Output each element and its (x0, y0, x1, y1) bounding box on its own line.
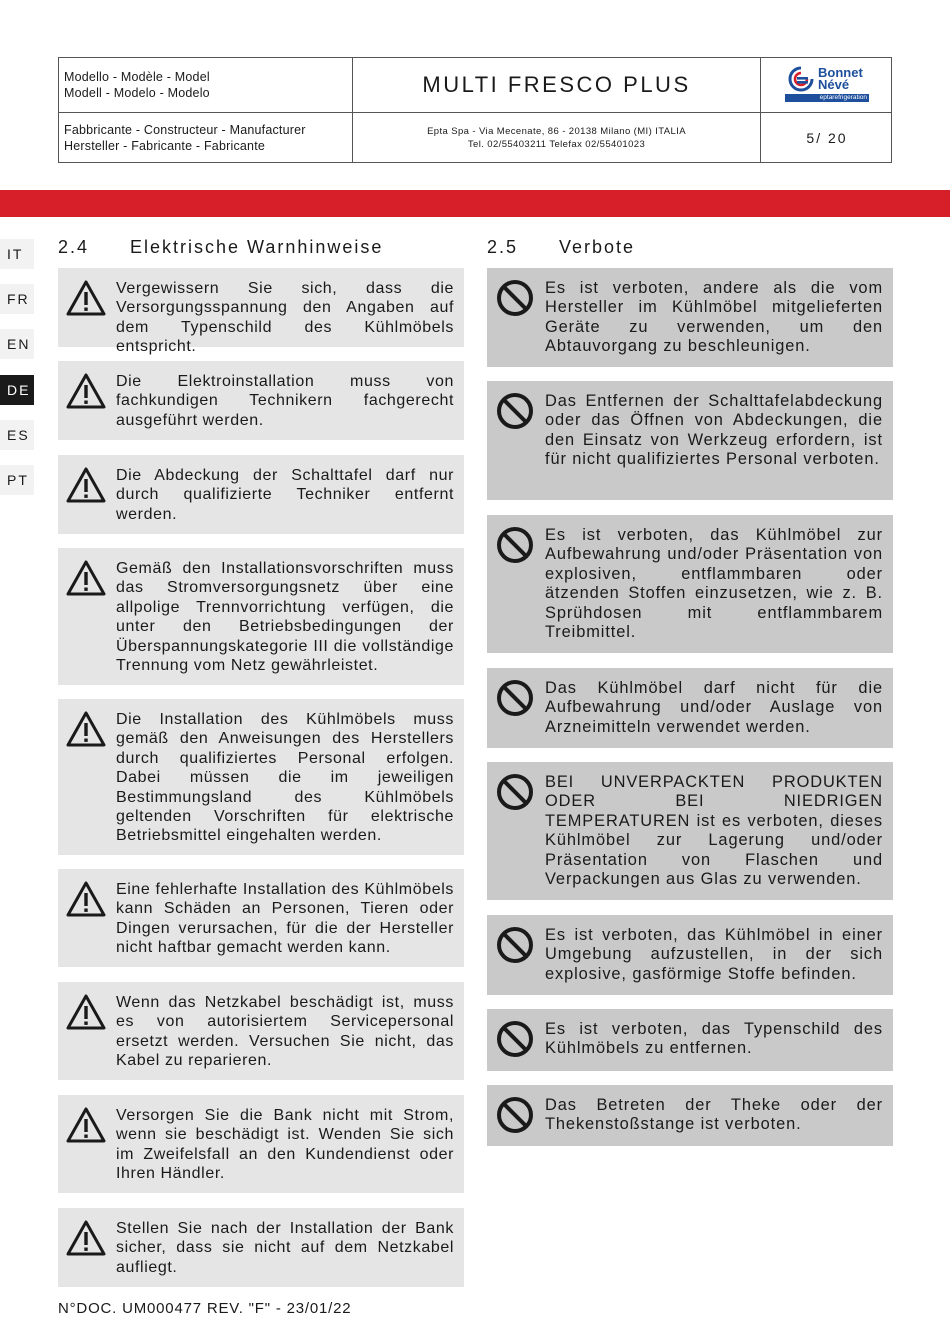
warning-text: Die Abdeckung der Schalttafel darf nur durch qualifizierte Techniker entfernt werden. (116, 467, 454, 523)
prohibition-text: Das Betreten der Theke oder der Thekenstoßstange ist verboten. (545, 1096, 883, 1134)
warning-text: Stellen Sie nach der Installation der Bank sicher, dass sie nicht auf dem Netzkabel aufliegt. (116, 1220, 454, 1276)
warning-box (58, 1208, 464, 1287)
prohibition-icon (495, 392, 535, 430)
warning-triangle-icon (66, 372, 106, 410)
lang-tab-label: DE (7, 382, 31, 398)
lang-tab-it[interactable] (0, 239, 34, 269)
manufacturer-label-line1: Fabbricante - Constructeur - Manufacturer (64, 123, 306, 137)
header-row-model (59, 58, 891, 113)
section-number: 2.4 (58, 237, 90, 257)
warning-triangle-icon (66, 880, 106, 918)
warning-box (58, 361, 464, 440)
warning-box (58, 699, 464, 855)
page-number-cell (761, 113, 893, 163)
warning-triangle-icon (66, 993, 106, 1031)
model-name: MULTI FRESCO PLUS (422, 72, 691, 97)
lang-tab-label: IT (7, 246, 24, 262)
model-label-line2: Modell - Modelo - Modelo (64, 86, 210, 100)
manufacturer-contact: Tel. 02/55403211 Telefax 02/55401023 (467, 139, 646, 150)
logo-tagline: eptarefrigeration (785, 94, 869, 102)
section-title: Verbote (559, 237, 636, 257)
warning-text: Wenn das Netzkabel beschädigt ist, muss es von autorisiertem Servicepersonal ersetzt werden. Versuchen Sie nicht, das Kabel zu reparieren. (116, 994, 454, 1070)
manufacturer-info-cell (353, 113, 761, 163)
prohibition-box (487, 1085, 893, 1146)
lang-tab-de[interactable] (0, 375, 34, 405)
prohibition-text: Es ist verboten, andere als die vom Hersteller im Kühlmöbel mitgelieferten Geräte zu verwenden, um den Abtauvorgang zu beschleunigen. (545, 279, 883, 356)
warning-triangle-icon (66, 279, 106, 317)
prohibition-box (487, 381, 893, 500)
prohibition-icon (495, 1020, 535, 1058)
warning-box (58, 455, 464, 534)
logo-cell (761, 58, 893, 112)
prohibition-text: Es ist verboten, das Typenschild des Kühlmöbels zu entfernen. (545, 1020, 883, 1058)
manufacturer-address: Epta Spa - Via Mecenate, 86 - 20138 Milano (MI) ITALIA (427, 126, 686, 137)
prohibition-box (487, 915, 893, 995)
warning-text: Die Installation des Kühlmöbels muss gemäß den Anweisungen des Herstellers durch qualifiziertes Personal erfolgen. Dabei müssen die im jeweiligen Bestimmungsland des Kühlmöbels geltenden Vorschriften für elektrische Betriebsmittel eingehalten werden. (116, 711, 454, 845)
prohibition-icon (495, 1096, 535, 1134)
lang-tab-label: EN (7, 336, 31, 352)
prohibition-icon (495, 679, 535, 717)
warning-triangle-icon (66, 466, 106, 504)
section-title: Elektrische Warnhinweise (130, 237, 384, 257)
lang-tab-label: FR (7, 291, 30, 307)
warning-box (58, 548, 464, 685)
lang-tab-fr[interactable] (0, 284, 34, 314)
prohibition-icon (495, 279, 535, 317)
warning-triangle-icon (66, 559, 106, 597)
red-band-divider (0, 190, 950, 217)
warning-triangle-icon (66, 1106, 106, 1144)
warning-text: Eine fehlerhafte Installation des Kühlmöbels kann Schäden an Personen, Tieren oder Dingen verursachen, für die der Hersteller nicht haftbar gemacht werden kann. (116, 881, 454, 957)
prohibition-box (487, 762, 893, 900)
model-label-cell (59, 58, 353, 112)
section-number: 2.5 (487, 237, 519, 257)
prohibition-text: Das Kühlmöbel darf nicht für die Aufbewahrung und/oder Auslage von Arzneimitteln verwendet werden. (545, 679, 883, 736)
warning-triangle-icon (66, 1219, 106, 1257)
warning-text: Die Elektroinstallation muss von fachkundigen Technikern fachgerecht ausgeführt werden. (116, 373, 454, 429)
warning-text: Vergewissern Sie sich, dass die Versorgungsspannung den Angaben auf dem Typenschild des Kühlmöbels entspricht. (116, 280, 454, 356)
lang-tab-label: ES (7, 427, 30, 443)
manufacturer-label-line2: Hersteller - Fabricante - Fabricante (64, 139, 266, 153)
document-reference: N°DOC. UM000477 REV. "F" - 23/01/22 (58, 1300, 352, 1317)
prohibition-box (487, 668, 893, 748)
prohibition-box (487, 515, 893, 653)
lang-tab-pt[interactable] (0, 465, 34, 495)
document-header (58, 57, 892, 163)
manufacturer-label-cell (59, 113, 353, 163)
prohibition-text: Das Entfernen der Schalttafelabdeckung oder das Öffnen von Abdeckungen, die den Einsatz von Werkzeug erfordern, ist für nicht qualifiziertes Personal verboten. (545, 392, 883, 469)
warning-box (58, 1095, 464, 1193)
prohibition-icon (495, 526, 535, 564)
warning-box (58, 268, 464, 356)
logo-mark-icon (785, 65, 817, 93)
prohibition-text: BEI UNVERPACKTEN PRODUKTEN ODER BEI NIEDRIGEN TEMPERATUREN ist es verboten, dieses Kühlmöbel zur Lagerung und/oder Präsentation von Flaschen und Verpackungen aus Glas zu verwenden. (545, 773, 883, 889)
header-row-manufacturer (59, 113, 891, 163)
prohibition-text: Es ist verboten, das Kühlmöbel in einer Umgebung aufzustellen, in der sich explosive, gasförmige Stoffe befinden. (545, 926, 883, 983)
warning-box (58, 869, 464, 967)
prohibition-box (487, 1009, 893, 1071)
logo-text-line2: Névé (818, 77, 850, 92)
bonnet-neve-logo (785, 65, 869, 105)
lang-tab-label: PT (7, 472, 29, 488)
warning-text: Gemäß den Installationsvorschriften muss das Stromversorgungsnetz über eine allpolige Trennvorrichtung verfügen, die unter den Betriebsbedingungen der Überspannungskategorie III die vollständige Trennung vom Netz gewährleistet. (116, 560, 454, 675)
model-label-line1: Modello - Modèle - Model (64, 70, 210, 84)
prohibition-text: Es ist verboten, das Kühlmöbel zur Aufbewahrung und/oder Präsentation von explosiven, entflammbaren oder ätzenden Stoffen einzusetzen, wie z. B. Sprühdosen mit entflammbarem Treibmittel. (545, 526, 883, 642)
model-name-cell (353, 58, 761, 112)
prohibition-icon (495, 773, 535, 811)
page-number: 5/ 20 (806, 130, 848, 146)
prohibition-icon (495, 926, 535, 964)
lang-tab-en[interactable] (0, 329, 34, 359)
section-heading-warnings (58, 237, 383, 258)
warning-box (58, 982, 464, 1080)
prohibition-box (487, 268, 893, 367)
warning-text: Versorgen Sie die Bank nicht mit Strom, wenn sie beschädigt ist. Wenden Sie sich im Zweifelsfall an den Kundendienst oder Ihren Händler. (116, 1107, 454, 1183)
lang-tab-es[interactable] (0, 420, 34, 450)
warning-triangle-icon (66, 710, 106, 748)
section-heading-prohibitions (487, 237, 635, 258)
logo-text-line1: Bonnet (818, 65, 863, 80)
